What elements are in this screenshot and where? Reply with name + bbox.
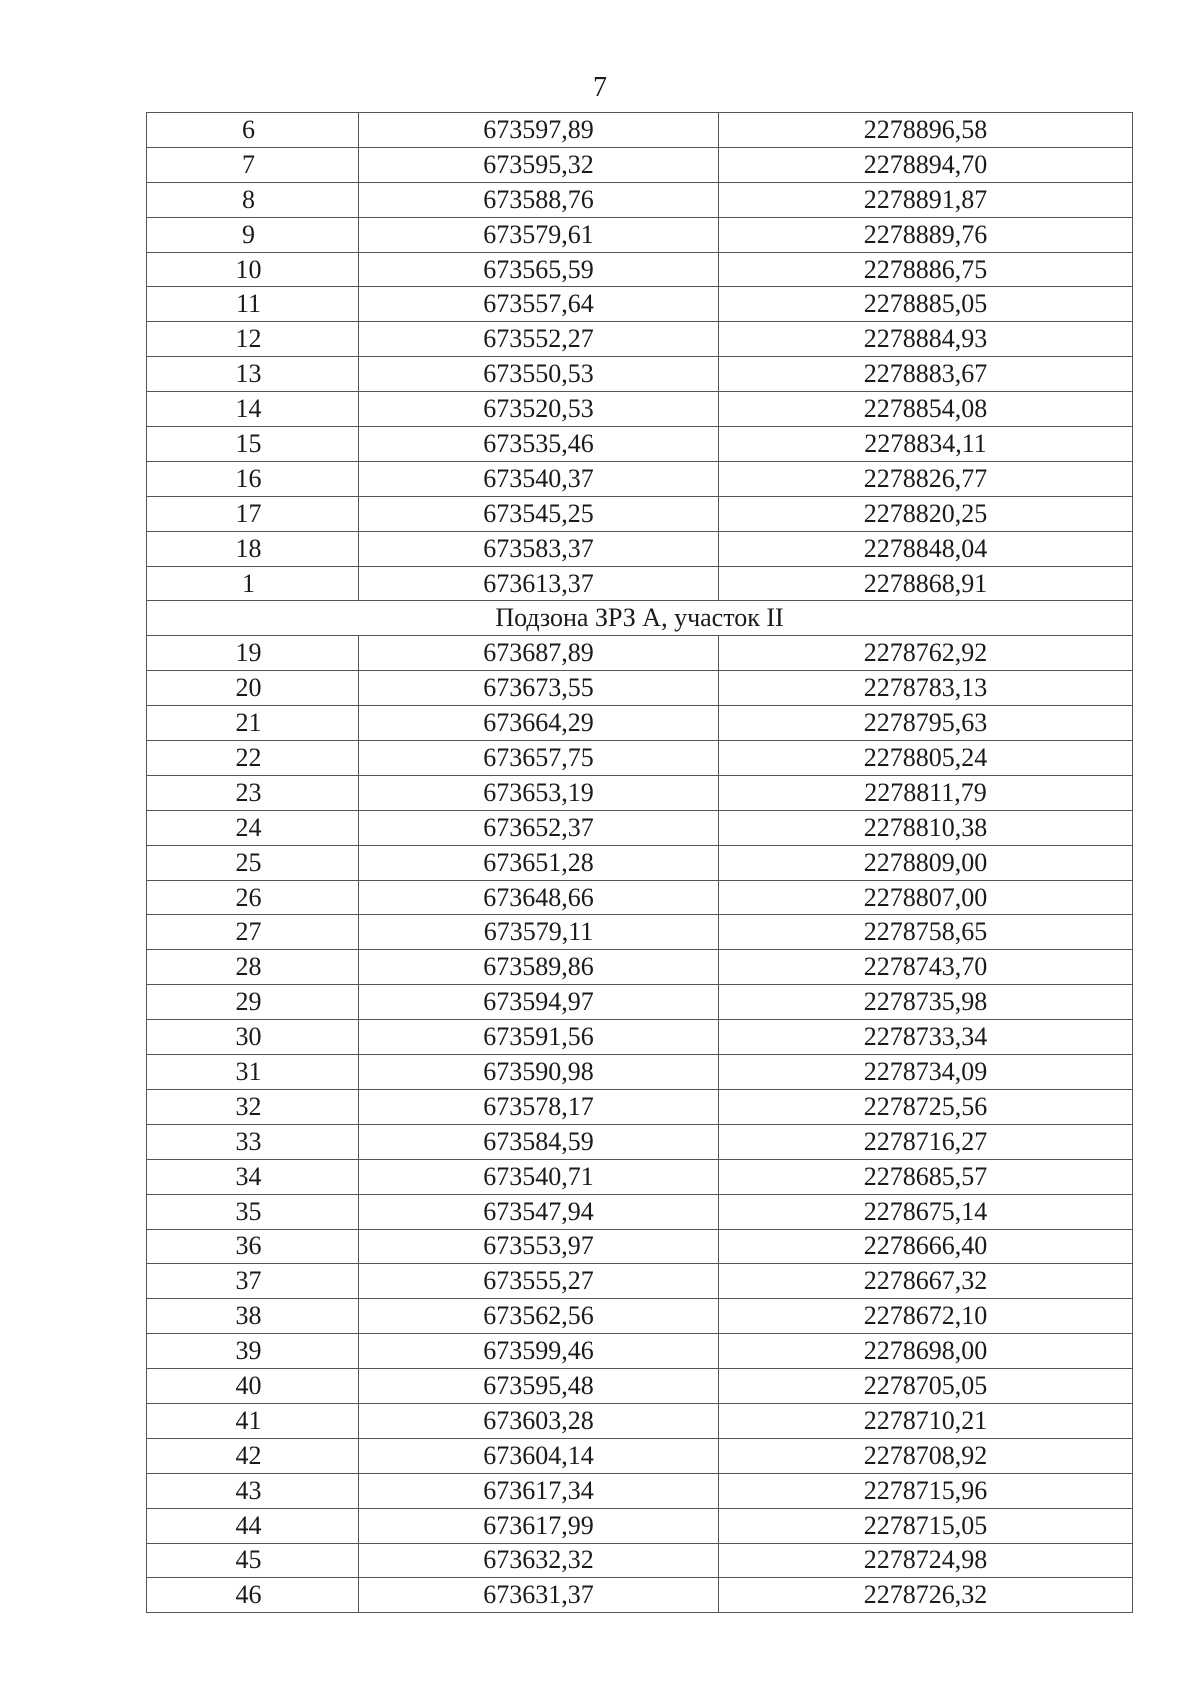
x-coordinate-cell: 673552,27 (359, 322, 719, 357)
table-row (147, 357, 1133, 392)
x-coordinate-cell: 673520,53 (359, 392, 719, 427)
point-number-cell: 22 (147, 741, 359, 776)
y-coordinate-cell: 2278666,40 (719, 1229, 1133, 1264)
y-coordinate-cell: 2278807,00 (719, 880, 1133, 915)
y-coordinate-cell: 2278762,92 (719, 636, 1133, 671)
table-row (147, 531, 1133, 566)
y-coordinate-cell: 2278885,05 (719, 287, 1133, 322)
y-coordinate-cell: 2278834,11 (719, 427, 1133, 462)
table-row (147, 427, 1133, 462)
point-number-cell: 18 (147, 531, 359, 566)
y-coordinate-cell: 2278715,96 (719, 1473, 1133, 1508)
table-row (147, 741, 1133, 776)
y-coordinate-cell: 2278795,63 (719, 706, 1133, 741)
y-coordinate-cell: 2278868,91 (719, 566, 1133, 601)
point-number-cell: 14 (147, 392, 359, 427)
x-coordinate-cell: 673557,64 (359, 287, 719, 322)
table-row (147, 845, 1133, 880)
y-coordinate-cell: 2278884,93 (719, 322, 1133, 357)
y-coordinate-cell: 2278810,38 (719, 810, 1133, 845)
table-row (147, 1334, 1133, 1369)
point-number-cell: 40 (147, 1369, 359, 1404)
point-number-cell: 7 (147, 147, 359, 182)
y-coordinate-cell: 2278672,10 (719, 1299, 1133, 1334)
x-coordinate-cell: 673535,46 (359, 427, 719, 462)
point-number-cell: 45 (147, 1543, 359, 1578)
x-coordinate-cell: 673540,71 (359, 1159, 719, 1194)
x-coordinate-cell: 673545,25 (359, 496, 719, 531)
point-number-cell: 16 (147, 461, 359, 496)
x-coordinate-cell: 673588,76 (359, 182, 719, 217)
x-coordinate-cell: 673617,34 (359, 1473, 719, 1508)
x-coordinate-cell: 673595,32 (359, 147, 719, 182)
point-number-cell: 38 (147, 1299, 359, 1334)
y-coordinate-cell: 2278734,09 (719, 1055, 1133, 1090)
x-coordinate-cell: 673653,19 (359, 775, 719, 810)
point-number-cell: 17 (147, 496, 359, 531)
point-number-cell: 24 (147, 810, 359, 845)
table-row (147, 392, 1133, 427)
x-coordinate-cell: 673583,37 (359, 531, 719, 566)
y-coordinate-cell: 2278675,14 (719, 1194, 1133, 1229)
point-number-cell: 33 (147, 1124, 359, 1159)
table-row (147, 1089, 1133, 1124)
point-number-cell: 46 (147, 1578, 359, 1613)
coordinates-table (146, 112, 1133, 1613)
y-coordinate-cell: 2278726,32 (719, 1578, 1133, 1613)
point-number-cell: 41 (147, 1403, 359, 1438)
table-row (147, 461, 1133, 496)
point-number-cell: 10 (147, 252, 359, 287)
table-row (147, 217, 1133, 252)
y-coordinate-cell: 2278820,25 (719, 496, 1133, 531)
y-coordinate-cell: 2278809,00 (719, 845, 1133, 880)
x-coordinate-cell: 673657,75 (359, 741, 719, 776)
x-coordinate-cell: 673613,37 (359, 566, 719, 601)
table-row (147, 1508, 1133, 1543)
y-coordinate-cell: 2278883,67 (719, 357, 1133, 392)
point-number-cell: 8 (147, 182, 359, 217)
x-coordinate-cell: 673604,14 (359, 1438, 719, 1473)
table-row (147, 1438, 1133, 1473)
point-number-cell: 9 (147, 217, 359, 252)
y-coordinate-cell: 2278805,24 (719, 741, 1133, 776)
y-coordinate-cell: 2278826,77 (719, 461, 1133, 496)
y-coordinate-cell: 2278894,70 (719, 147, 1133, 182)
section-heading: Подзона ЗРЗ А, участок II (147, 601, 1133, 636)
x-coordinate-cell: 673590,98 (359, 1055, 719, 1090)
y-coordinate-cell: 2278758,65 (719, 915, 1133, 950)
point-number-cell: 21 (147, 706, 359, 741)
x-coordinate-cell: 673565,59 (359, 252, 719, 287)
y-coordinate-cell: 2278724,98 (719, 1543, 1133, 1578)
table-row (147, 1369, 1133, 1404)
section-heading-row (147, 601, 1133, 636)
table-row (147, 1299, 1133, 1334)
y-coordinate-cell: 2278715,05 (719, 1508, 1133, 1543)
x-coordinate-cell: 673603,28 (359, 1403, 719, 1438)
y-coordinate-cell: 2278743,70 (719, 950, 1133, 985)
x-coordinate-cell: 673632,32 (359, 1543, 719, 1578)
point-number-cell: 30 (147, 1020, 359, 1055)
point-number-cell: 27 (147, 915, 359, 950)
y-coordinate-cell: 2278848,04 (719, 531, 1133, 566)
point-number-cell: 6 (147, 113, 359, 148)
point-number-cell: 23 (147, 775, 359, 810)
point-number-cell: 29 (147, 985, 359, 1020)
x-coordinate-cell: 673547,94 (359, 1194, 719, 1229)
table-row (147, 985, 1133, 1020)
x-coordinate-cell: 673591,56 (359, 1020, 719, 1055)
table-row (147, 810, 1133, 845)
y-coordinate-cell: 2278698,00 (719, 1334, 1133, 1369)
table-row (147, 1403, 1133, 1438)
table-row (147, 566, 1133, 601)
y-coordinate-cell: 2278735,98 (719, 985, 1133, 1020)
point-number-cell: 11 (147, 287, 359, 322)
y-coordinate-cell: 2278889,76 (719, 217, 1133, 252)
table-row (147, 1020, 1133, 1055)
table-row (147, 880, 1133, 915)
x-coordinate-cell: 673631,37 (359, 1578, 719, 1613)
point-number-cell: 32 (147, 1089, 359, 1124)
point-number-cell: 1 (147, 566, 359, 601)
x-coordinate-cell: 673540,37 (359, 461, 719, 496)
y-coordinate-cell: 2278705,05 (719, 1369, 1133, 1404)
y-coordinate-cell: 2278710,21 (719, 1403, 1133, 1438)
table-row (147, 113, 1133, 148)
x-coordinate-cell: 673664,29 (359, 706, 719, 741)
point-number-cell: 19 (147, 636, 359, 671)
y-coordinate-cell: 2278716,27 (719, 1124, 1133, 1159)
x-coordinate-cell: 673553,97 (359, 1229, 719, 1264)
x-coordinate-cell: 673687,89 (359, 636, 719, 671)
table-row (147, 287, 1133, 322)
y-coordinate-cell: 2278896,58 (719, 113, 1133, 148)
point-number-cell: 31 (147, 1055, 359, 1090)
x-coordinate-cell: 673617,99 (359, 1508, 719, 1543)
y-coordinate-cell: 2278667,32 (719, 1264, 1133, 1299)
x-coordinate-cell: 673597,89 (359, 113, 719, 148)
point-number-cell: 39 (147, 1334, 359, 1369)
table-row (147, 1543, 1133, 1578)
table-row (147, 1473, 1133, 1508)
x-coordinate-cell: 673594,97 (359, 985, 719, 1020)
x-coordinate-cell: 673648,66 (359, 880, 719, 915)
table-row (147, 775, 1133, 810)
point-number-cell: 42 (147, 1438, 359, 1473)
x-coordinate-cell: 673651,28 (359, 845, 719, 880)
table-row (147, 147, 1133, 182)
x-coordinate-cell: 673562,56 (359, 1299, 719, 1334)
table-row (147, 1194, 1133, 1229)
y-coordinate-cell: 2278886,75 (719, 252, 1133, 287)
y-coordinate-cell: 2278733,34 (719, 1020, 1133, 1055)
table-row (147, 182, 1133, 217)
point-number-cell: 34 (147, 1159, 359, 1194)
table-row (147, 1264, 1133, 1299)
point-number-cell: 35 (147, 1194, 359, 1229)
point-number-cell: 15 (147, 427, 359, 462)
x-coordinate-cell: 673579,61 (359, 217, 719, 252)
x-coordinate-cell: 673555,27 (359, 1264, 719, 1299)
point-number-cell: 37 (147, 1264, 359, 1299)
table-row (147, 1229, 1133, 1264)
point-number-cell: 13 (147, 357, 359, 392)
x-coordinate-cell: 673673,55 (359, 671, 719, 706)
point-number-cell: 26 (147, 880, 359, 915)
table-row (147, 496, 1133, 531)
x-coordinate-cell: 673652,37 (359, 810, 719, 845)
table-row (147, 671, 1133, 706)
table-row (147, 636, 1133, 671)
y-coordinate-cell: 2278783,13 (719, 671, 1133, 706)
y-coordinate-cell: 2278854,08 (719, 392, 1133, 427)
point-number-cell: 36 (147, 1229, 359, 1264)
point-number-cell: 12 (147, 322, 359, 357)
x-coordinate-cell: 673589,86 (359, 950, 719, 985)
point-number-cell: 44 (147, 1508, 359, 1543)
x-coordinate-cell: 673579,11 (359, 915, 719, 950)
x-coordinate-cell: 673550,53 (359, 357, 719, 392)
y-coordinate-cell: 2278708,92 (719, 1438, 1133, 1473)
x-coordinate-cell: 673599,46 (359, 1334, 719, 1369)
x-coordinate-cell: 673584,59 (359, 1124, 719, 1159)
point-number-cell: 20 (147, 671, 359, 706)
y-coordinate-cell: 2278811,79 (719, 775, 1133, 810)
table-row (147, 1159, 1133, 1194)
table-row (147, 915, 1133, 950)
table-row (147, 706, 1133, 741)
coordinates-table-body (147, 113, 1133, 1613)
table-row (147, 1055, 1133, 1090)
point-number-cell: 25 (147, 845, 359, 880)
table-row (147, 252, 1133, 287)
table-row (147, 1578, 1133, 1613)
table-row (147, 322, 1133, 357)
y-coordinate-cell: 2278685,57 (719, 1159, 1133, 1194)
page-number: 7 (593, 72, 607, 103)
y-coordinate-cell: 2278891,87 (719, 182, 1133, 217)
point-number-cell: 28 (147, 950, 359, 985)
table-row (147, 1124, 1133, 1159)
x-coordinate-cell: 673595,48 (359, 1369, 719, 1404)
y-coordinate-cell: 2278725,56 (719, 1089, 1133, 1124)
table-row (147, 950, 1133, 985)
point-number-cell: 43 (147, 1473, 359, 1508)
x-coordinate-cell: 673578,17 (359, 1089, 719, 1124)
